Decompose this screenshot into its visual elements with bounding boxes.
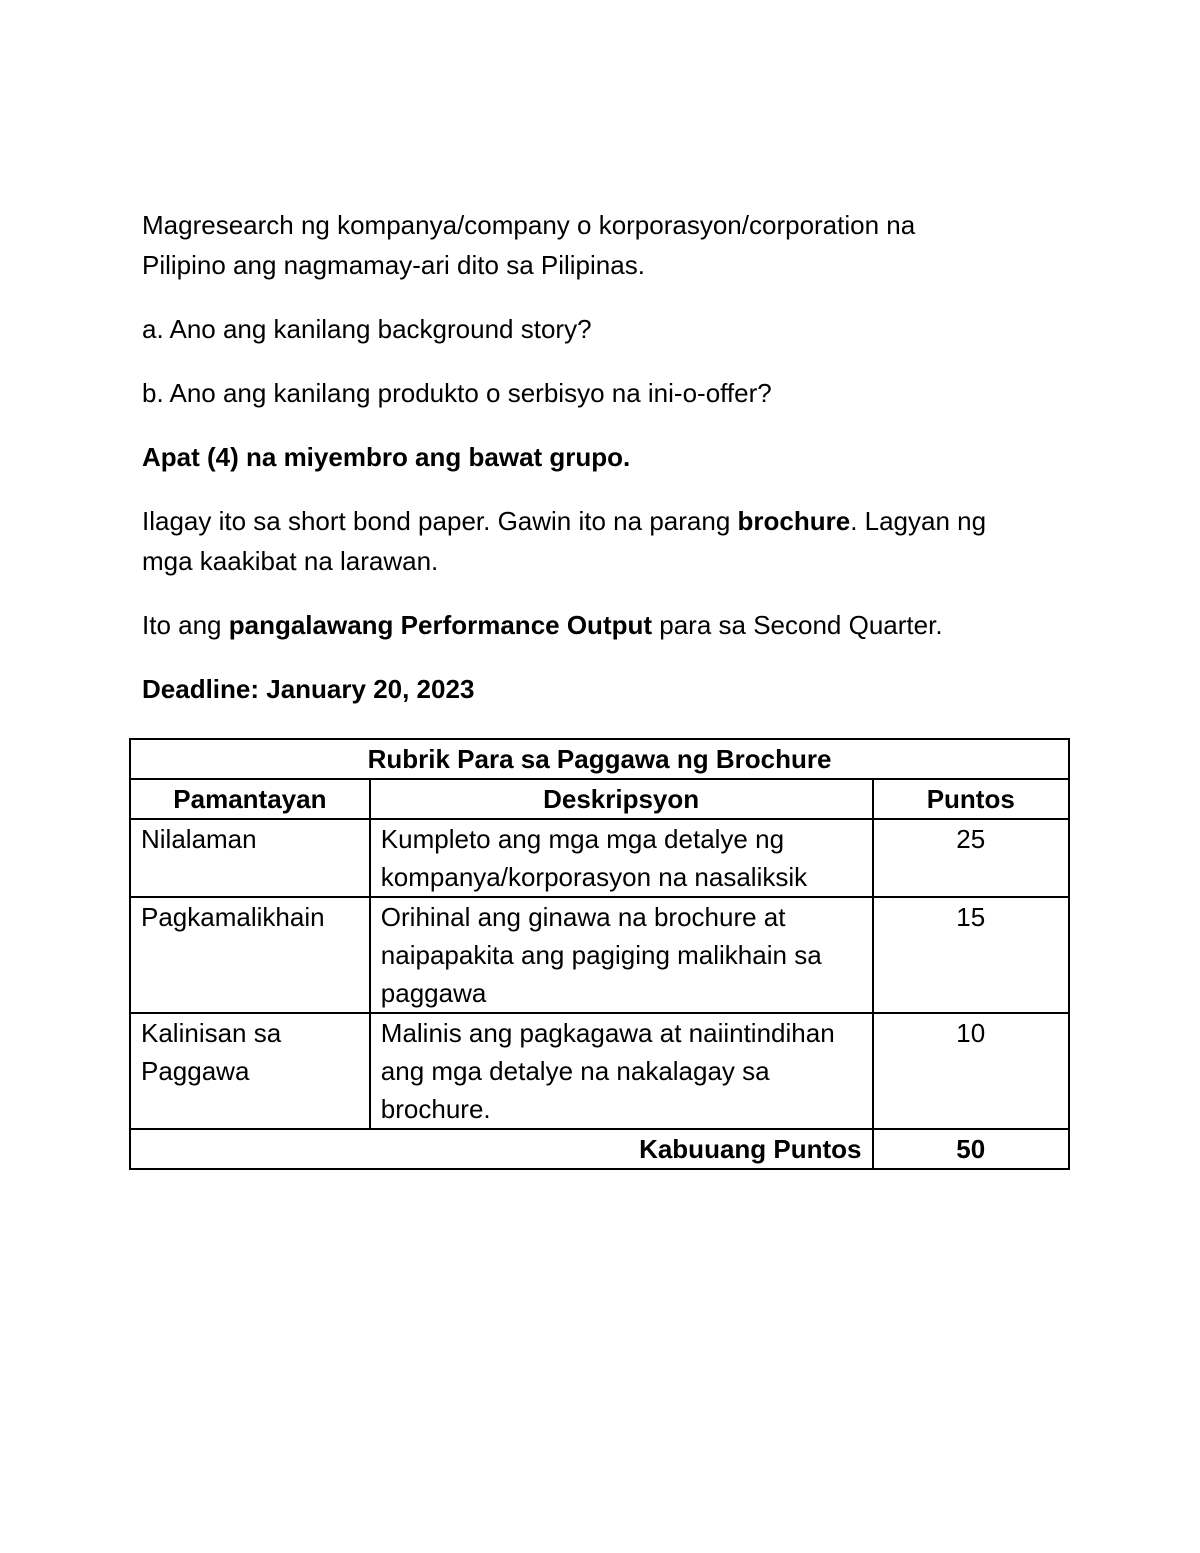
rubric-header-row bbox=[130, 779, 1069, 819]
instruction-line-2: mga kaakibat na larawan. bbox=[142, 546, 439, 576]
criterion-cell: Nilalaman bbox=[130, 819, 370, 897]
points-cell: 25 bbox=[873, 819, 1070, 897]
question-a: a. Ano ang kanilang background story? bbox=[142, 314, 592, 344]
header-puntos: Puntos bbox=[873, 779, 1070, 819]
instruction-paragraph bbox=[142, 501, 1072, 581]
document-body bbox=[142, 205, 1072, 733]
description-cell: Orihinal ang ginawa na brochure at naipapakita ang pagiging malikhain sa paggawa bbox=[370, 897, 873, 1013]
output-note bbox=[142, 605, 1072, 645]
total-label: Kabuuang Puntos bbox=[130, 1129, 873, 1169]
table-row bbox=[130, 1013, 1069, 1129]
intro-line-1: Magresearch ng kompanya/company o korporasyon/corporation na bbox=[142, 210, 916, 240]
header-deskripsyon: Deskripsyon bbox=[370, 779, 873, 819]
table-row bbox=[130, 897, 1069, 1013]
header-pamantayan: Pamantayan bbox=[130, 779, 370, 819]
points-cell: 10 bbox=[873, 1013, 1070, 1129]
description-cell: Malinis ang pagkagawa at naiintindihan ang mga detalye na nakalagay sa brochure. bbox=[370, 1013, 873, 1129]
points-cell: 15 bbox=[873, 897, 1070, 1013]
intro-paragraph bbox=[142, 205, 1072, 285]
instruction-bold: brochure bbox=[737, 506, 851, 536]
output-note-text-1: Ito ang bbox=[142, 610, 229, 640]
instruction-text-2: . Lagyan ng bbox=[850, 506, 987, 536]
output-note-text-2: para sa Second Quarter. bbox=[652, 610, 943, 640]
criterion-cell: Pagkamalikhain bbox=[130, 897, 370, 1013]
rubric-title-row bbox=[130, 739, 1069, 779]
criterion-cell: Kalinisan sa Paggawa bbox=[130, 1013, 370, 1129]
intro-line-2: Pilipino ang nagmamay-ari dito sa Pilipinas. bbox=[142, 250, 645, 280]
table-row bbox=[130, 819, 1069, 897]
question-b: b. Ano ang kanilang produkto o serbisyo na ini-o-offer? bbox=[142, 378, 772, 408]
group-note: Apat (4) na miyembro ang bawat grupo. bbox=[142, 442, 631, 472]
instruction-text-1: Ilagay ito sa short bond paper. Gawin ito na parang bbox=[142, 506, 738, 536]
total-value: 50 bbox=[873, 1129, 1070, 1169]
output-note-bold: pangalawang Performance Output bbox=[228, 610, 653, 640]
deadline: Deadline: January 20, 2023 bbox=[142, 674, 475, 704]
total-row bbox=[130, 1129, 1069, 1169]
rubric-table bbox=[129, 738, 1070, 1170]
rubric-title: Rubrik Para sa Paggawa ng Brochure bbox=[130, 739, 1069, 779]
description-cell: Kumpleto ang mga mga detalye ng kompanya/korporasyon na nasaliksik bbox=[370, 819, 873, 897]
